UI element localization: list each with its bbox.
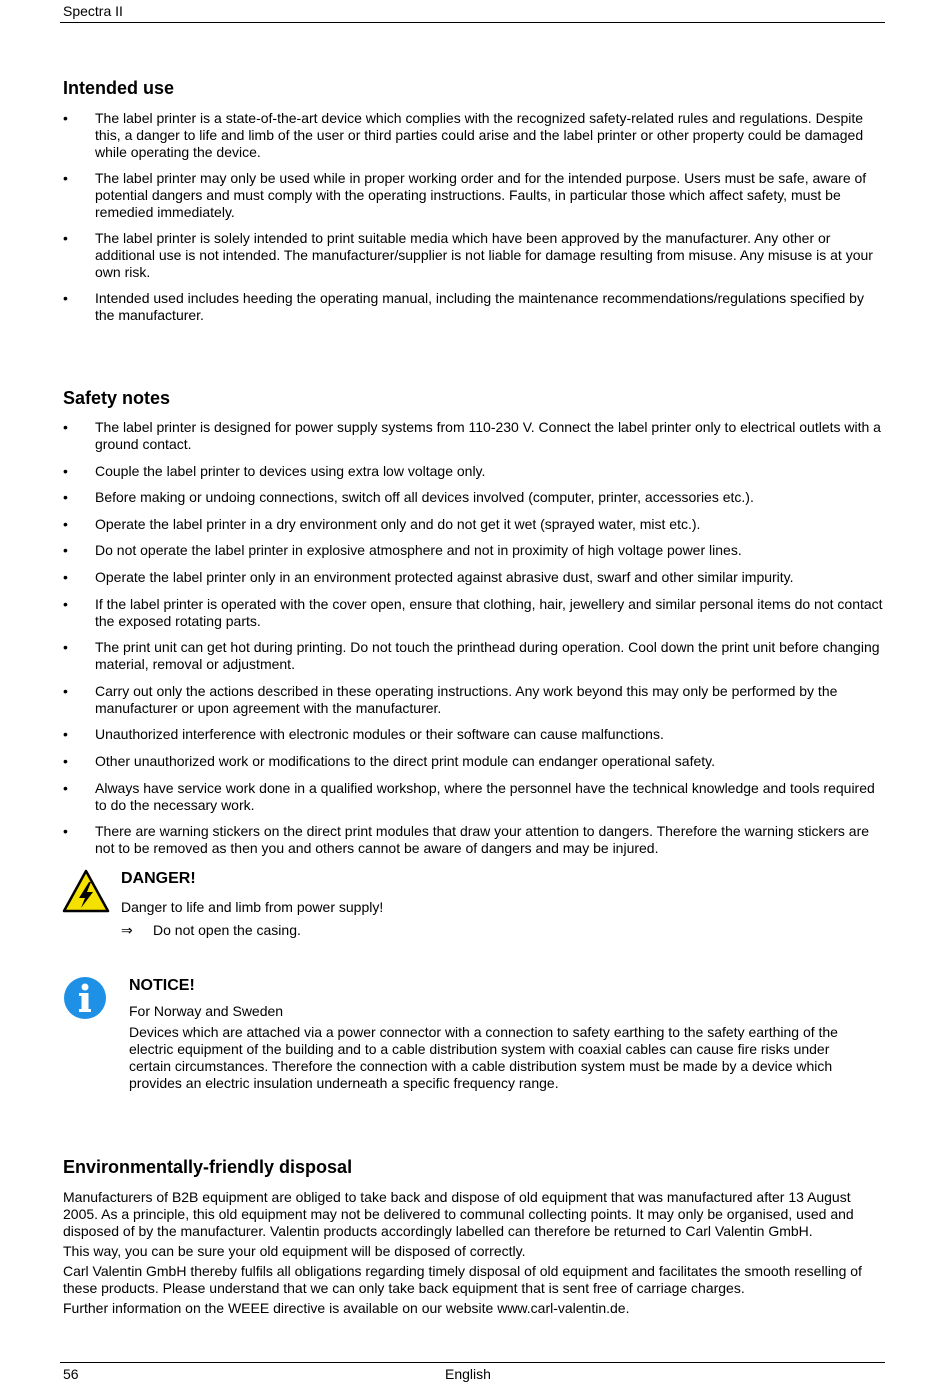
list-item: • Operate the label printer only in an environment protected against abrasive dust, swarf and other similar impurity. — [63, 569, 885, 586]
list-item: • Always have service work done in a qualified workshop, where the personnel have the technical knowledge and tools required to do the necessary work. — [63, 780, 885, 814]
list-item: • Couple the label printer to devices using extra low voltage only. — [63, 463, 885, 480]
notice-subtitle: For Norway and Sweden — [129, 1003, 284, 1019]
section-title-intended-use: Intended use — [63, 78, 175, 98]
paragraph: This way, you can be sure your old equipment will be disposed of correctly. — [63, 1243, 526, 1259]
list-item: • Before making or undoing connections, switch off all devices involved (computer, printer, accessories etc.). — [63, 489, 885, 506]
list-item: • Unauthorized interference with electronic modules or their software can cause malfunctions. — [63, 726, 885, 743]
disposal-body — [63, 1189, 885, 1320]
notice-body: Devices which are attached via a power connector with a connection to safety earthing to the safety earthing of the electric equipment of the building and to a cable distribution system with coaxial cables can cause fire risks under certain circumstances. Therefore the connection with a cable distribution system must be made by a device which provides an electric insulation underneath a specific frequency range. — [129, 1024, 838, 1091]
list-item: • The print unit can get hot during printing. Do not touch the printhead during operation. Cool down the print unit before changing material, removal or adjustment. — [63, 639, 885, 673]
page-footer — [60, 1362, 885, 1382]
list-item: • The label printer is designed for power supply systems from 110-230 V. Connect the label printer only to electrical outlets with a ground contact. — [63, 419, 885, 453]
high-voltage-warning-icon — [62, 868, 110, 914]
paragraph: Further information on the WEEE directive is available on our website www.carl-valentin.de. — [63, 1300, 630, 1316]
page-number: 56 — [63, 1366, 79, 1382]
danger-action: Do not open the casing. — [153, 922, 301, 938]
section-title-safety-notes: Safety notes — [63, 388, 171, 408]
document-title: Spectra II — [63, 3, 123, 19]
list-item: • Carry out only the actions described in these operating instructions. Any work beyond this may only be performed by the manufacturer or upon agreement with the manufacturer. — [63, 683, 885, 717]
list-item: • Do not operate the label printer in explosive atmosphere and not in proximity of high voltage power lines. — [63, 542, 885, 559]
list-item: • Other unauthorized work or modifications to the direct print module can endanger operational safety. — [63, 753, 885, 770]
notice-title: NOTICE! — [129, 977, 195, 994]
list-item: • The label printer may only be used while in proper working order and for the intended purpose. Users must be safe, aware of potential dangers and must comply with the operating instructions. Faults, in particular those which affect safety, must be remedied immediately. — [63, 170, 885, 221]
safety-notes-list — [63, 419, 885, 867]
arrow-icon: ⇒ — [121, 922, 133, 938]
page-header — [60, 0, 885, 23]
footer-language: English — [445, 1366, 491, 1382]
list-item: • The label printer is a state-of-the-art device which complies with the recognized safety-related rules and regulations. Despite this, a danger to life and limb of the user or third parties could arise and the label printer or other property could be damaged while operating the device. — [63, 110, 885, 161]
list-item: • If the label printer is operated with the cover open, ensure that clothing, hair, jewellery and similar personal items do not contact the exposed rotating parts. — [63, 596, 885, 630]
list-item: • There are warning stickers on the direct print modules that draw your attention to dangers. Therefore the warning stickers are not to be removed as then you and others cannot be aware of dangers and may be injured. — [63, 823, 885, 857]
intended-use-list — [63, 110, 885, 333]
info-icon — [63, 976, 107, 1020]
section-title-disposal: Environmentally-friendly disposal — [63, 1157, 353, 1177]
danger-title: DANGER! — [121, 870, 196, 887]
danger-text: Danger to life and limb from power supply! — [121, 899, 384, 915]
list-item: • The label printer is solely intended to print suitable media which have been approved by the manufacturer. Any other or additional use is not intended. The manufacturer/supplier is not liable for damage resulting from misuse. Any misuse is at your own risk. — [63, 230, 885, 281]
list-item: • Operate the label printer in a dry environment only and do not get it wet (sprayed water, mist etc.). — [63, 516, 885, 533]
paragraph: Manufacturers of B2B equipment are obliged to take back and dispose of old equipment that was manufactured after 13 August 2005. As a principle, this old equipment may not be delivered to communal collecting points. It may only be organised, used and disposed of by the manufacturer. Valentin products accordingly labelled can therefore be returned to Carl Valentin GmbH. — [63, 1189, 854, 1239]
paragraph: Carl Valentin GmbH thereby fulfils all obligations regarding timely disposal of old equipment and facilitates the smooth reselling of these products. Please understand that we can only take back equipment that is sent free of carriage charges. — [63, 1263, 862, 1296]
list-item: • Intended used includes heeding the operating manual, including the maintenance recommendations/regulations specified by the manufacturer. — [63, 290, 885, 324]
